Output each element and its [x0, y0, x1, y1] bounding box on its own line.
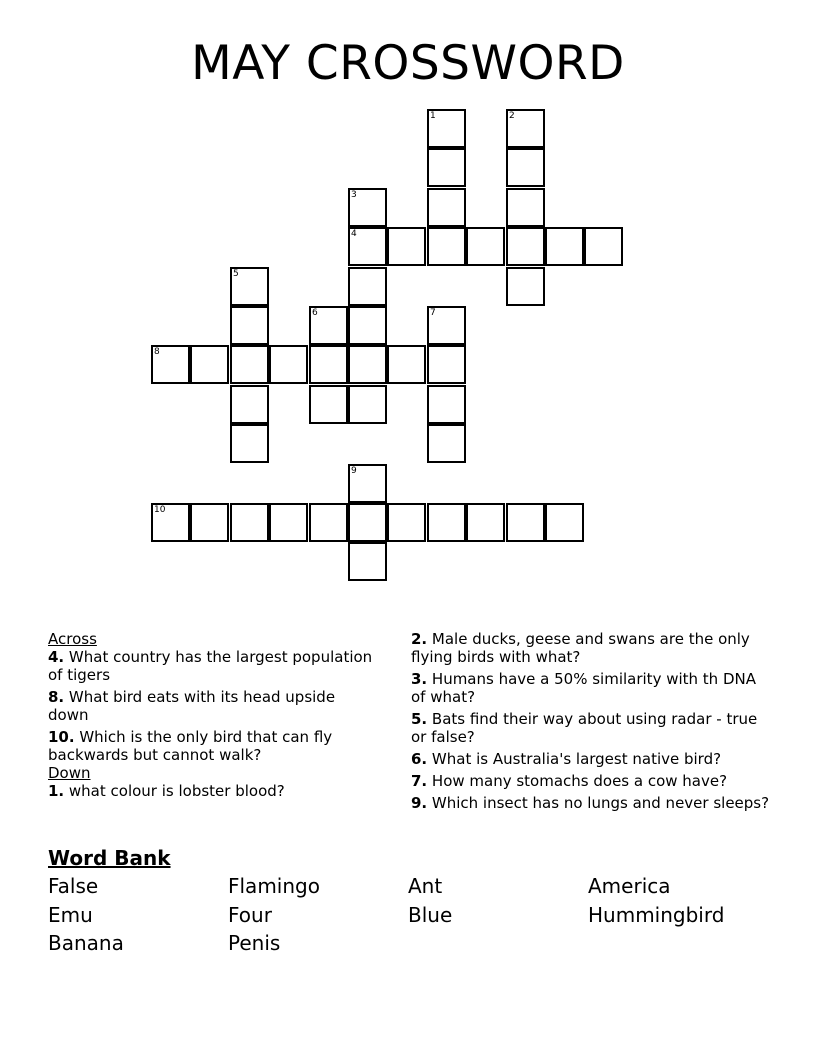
word-bank-item: America: [588, 874, 671, 898]
clue-number: 8.: [48, 688, 65, 706]
page-title: MAY CROSSWORD: [191, 36, 625, 91]
crossword-cell[interactable]: [427, 424, 466, 463]
clue-number: 5.: [411, 710, 428, 728]
clue-number: 2.: [411, 630, 428, 648]
cell-number: 7: [430, 308, 436, 318]
crossword-cell[interactable]: [427, 345, 466, 384]
crossword-cell[interactable]: [348, 227, 387, 266]
crossword-cell[interactable]: [309, 503, 348, 542]
down-heading: Down: [48, 764, 91, 782]
clues-right-column: [411, 630, 771, 816]
clue-text: Humans have a 50% similarity with th DNA of what?: [411, 670, 756, 706]
crossword-cell[interactable]: [427, 188, 466, 227]
crossword-cell[interactable]: [309, 306, 348, 345]
cell-number: 6: [312, 308, 318, 318]
crossword-cell[interactable]: [427, 385, 466, 424]
crossword-cell[interactable]: [151, 503, 190, 542]
cell-number: 1: [430, 111, 436, 121]
clues-left-column: [48, 630, 373, 804]
word-bank-item: Blue: [408, 902, 453, 927]
clue-down-9: [411, 794, 771, 812]
crossword-cell[interactable]: [506, 148, 545, 187]
crossword-cell[interactable]: [230, 503, 269, 542]
word-bank-item: Flamingo: [228, 874, 320, 898]
clue-number: 1.: [48, 782, 65, 800]
clue-number: 9.: [411, 794, 428, 812]
cell-number: 3: [351, 190, 357, 200]
crossword-cell[interactable]: [387, 227, 426, 266]
crossword-cell[interactable]: [427, 306, 466, 345]
clue-number: 7.: [411, 772, 428, 790]
cell-number: 9: [351, 466, 357, 476]
word-bank-list: [48, 873, 768, 959]
crossword-cell[interactable]: [309, 385, 348, 424]
clue-down-2: [411, 630, 771, 666]
crossword-cell[interactable]: [387, 345, 426, 384]
crossword-cell[interactable]: [506, 188, 545, 227]
crossword-cell[interactable]: [269, 503, 308, 542]
crossword-cell[interactable]: [545, 227, 584, 266]
clue-across-10: [48, 728, 373, 764]
clue-down-7: [411, 772, 771, 790]
crossword-cell[interactable]: [151, 345, 190, 384]
cell-number: 10: [154, 505, 166, 515]
clue-text: How many stomachs does a cow have?: [427, 772, 728, 790]
cell-number: 8: [154, 347, 160, 357]
clue-number: 6.: [411, 750, 428, 768]
clue-across-8: [48, 688, 373, 724]
crossword-cell[interactable]: [427, 227, 466, 266]
cell-number: 2: [509, 111, 515, 121]
clue-number: 10.: [48, 728, 75, 746]
crossword-cell[interactable]: [466, 503, 505, 542]
clue-text: What is Australia's largest native bird?: [427, 750, 722, 768]
crossword-cell[interactable]: [506, 109, 545, 148]
crossword-cell[interactable]: [545, 503, 584, 542]
crossword-cell[interactable]: [427, 148, 466, 187]
crossword-cell[interactable]: [230, 267, 269, 306]
crossword-cell[interactable]: [466, 227, 505, 266]
clue-down-1: [48, 782, 373, 800]
crossword-cell[interactable]: [348, 188, 387, 227]
clue-text: Which insect has no lungs and never sleeps?: [427, 794, 770, 812]
word-bank-item: False: [48, 874, 99, 898]
crossword-cell[interactable]: [427, 109, 466, 148]
word-bank-item: Banana: [48, 931, 124, 955]
across-heading: Across: [48, 630, 97, 648]
cell-number: 5: [233, 269, 239, 279]
clue-number: 4.: [48, 648, 65, 666]
clue-down-3: [411, 670, 771, 706]
clue-text: What country has the largest population of tigers: [48, 648, 373, 684]
word-bank-item: Emu: [48, 902, 93, 927]
clue-text: Male ducks, geese and swans are the only flying birds with what?: [411, 630, 750, 666]
crossword-cell[interactable]: [348, 385, 387, 424]
crossword-cell[interactable]: [387, 503, 426, 542]
crossword-cell[interactable]: [309, 345, 348, 384]
crossword-cell[interactable]: [230, 306, 269, 345]
crossword-cell[interactable]: [269, 345, 308, 384]
clue-down-6: [411, 750, 771, 768]
crossword-cell[interactable]: [427, 503, 466, 542]
cell-number: 4: [351, 229, 357, 239]
crossword-cell[interactable]: [230, 345, 269, 384]
clue-text: Bats find their way about using radar - true or false?: [411, 710, 758, 746]
crossword-cell[interactable]: [348, 345, 387, 384]
crossword-cell[interactable]: [230, 385, 269, 424]
clue-down-5: [411, 710, 771, 746]
crossword-cell[interactable]: [506, 227, 545, 266]
crossword-cell[interactable]: [230, 424, 269, 463]
word-bank-title: Word Bank: [48, 846, 171, 870]
crossword-cell[interactable]: [190, 345, 229, 384]
crossword-cell[interactable]: [190, 503, 229, 542]
crossword-cell[interactable]: [584, 227, 623, 266]
crossword-cell[interactable]: [506, 267, 545, 306]
clue-text: Which is the only bird that can fly backwards but cannot walk?: [48, 728, 333, 764]
crossword-cell[interactable]: [348, 503, 387, 542]
crossword-cell[interactable]: [348, 267, 387, 306]
word-bank-item: Ant: [408, 874, 443, 898]
clue-text: What bird eats with its head upside down: [48, 688, 336, 724]
word-bank-item: Four: [228, 902, 272, 927]
crossword-cell[interactable]: [348, 464, 387, 503]
clue-text: what colour is lobster blood?: [64, 782, 285, 800]
crossword-cell[interactable]: [348, 542, 387, 581]
clue-across-4: [48, 648, 373, 684]
crossword-cell[interactable]: [506, 503, 545, 542]
word-bank-item: Hummingbird: [588, 902, 725, 927]
word-bank-item: Penis: [228, 931, 281, 955]
crossword-cell[interactable]: [348, 306, 387, 345]
clue-number: 3.: [411, 670, 428, 688]
